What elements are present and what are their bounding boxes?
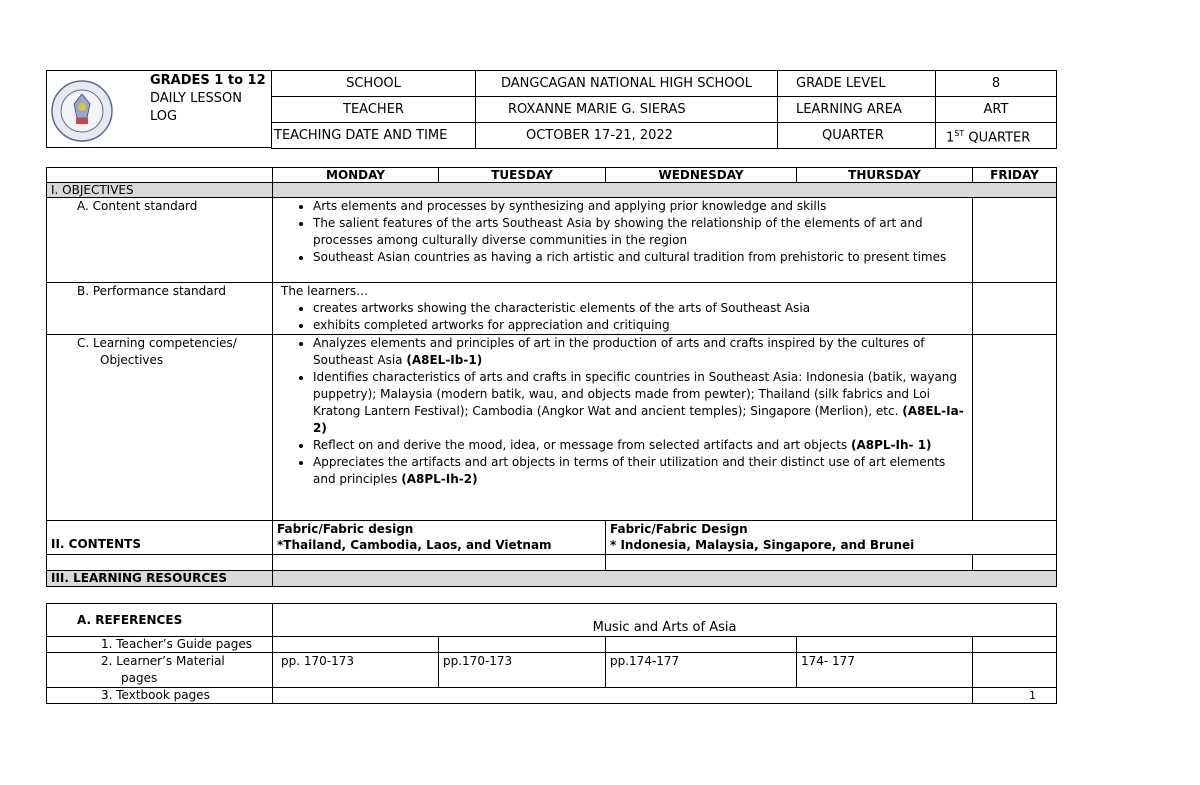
day-friday: FRIDAY [973, 168, 1057, 183]
competencies-label-line2: Objectives [100, 353, 164, 367]
performance-standard-item: • creates artworks showing the characteristic elements of the arts of Southeast Asia [313, 300, 968, 317]
grades-title: GRADES 1 to 12 [150, 73, 266, 88]
competencies-cell [273, 335, 973, 521]
learning-area-label: LEARNING AREA [778, 97, 936, 123]
learning-resources-heading: III. LEARNING RESOURCES [47, 571, 273, 587]
lm-pages-friday [973, 653, 1057, 688]
contents-right-title: Fabric/Fabric Design [610, 522, 748, 536]
content-standard-cell [273, 198, 973, 283]
contents-left-cell [273, 521, 606, 555]
teacher-label: TEACHER [272, 97, 476, 123]
teaching-date-label: TEACHING DATE AND TIME [272, 123, 476, 149]
contents-left-title: Fabric/Fabric design [277, 522, 414, 536]
competency-item: • Identifies characteristics of arts and crafts in specific countries in Southeast Asia: Indonesia (batik, wayang puppetry); Malaysia (modern batik, wau, and objects made from pewter); Thailand (silk fabrics and Loi Kratong Lantern Festival); Cambodia (Angkor Wat and ancient temples); Singapore (Merlion), etc. (A8EL-Ia-2) [313, 369, 968, 437]
competency-item: • Appreciates the artifacts and art objects in terms of their utilization and their distinct use of art elements and principles (A8PL-Ih-2) [313, 454, 968, 488]
references-table [46, 603, 1057, 704]
objectives-heading: I. OBJECTIVES [47, 183, 273, 198]
competencies-label [47, 335, 273, 521]
daily-lesson-title: DAILY LESSON [150, 91, 243, 106]
content-standard-item: • Southeast Asian countries as having a rich artistic and cultural tradition from prehistoric to present times [313, 249, 968, 266]
competency-item: • Reflect on and derive the mood, idea, or message from selected artifacts and art objects (A8PL-Ih- 1) [313, 437, 968, 454]
performance-standard-item: • exhibits completed artworks for appreciation and critiquing [313, 317, 968, 334]
grade-level-label: GRADE LEVEL [778, 71, 936, 97]
lm-pages-tuesday: pp.170-173 [439, 653, 606, 688]
competencies-label-line1: C. Learning competencies/ [77, 336, 237, 350]
quarter-label: QUARTER [778, 123, 936, 149]
content-standard-item: • The salient features of the arts Southeast Asia by showing the relationship of the elements of art and processes among culturally diverse communities in the region [313, 215, 968, 249]
grade-level-value: 8 [936, 71, 1057, 97]
lm-pages-monday: pp. 170-173 [273, 653, 439, 688]
learners-material-label-line1: 2. Learner’s Material [101, 654, 225, 668]
learning-area-value: ART [936, 97, 1057, 123]
day-tuesday: TUESDAY [439, 168, 606, 183]
day-monday: MONDAY [273, 168, 439, 183]
contents-left-body: *Thailand, Cambodia, Laos, and Vietnam [277, 538, 552, 552]
competency-item: • Analyzes elements and principles of art in the production of arts and crafts inspired by the cultures of Southeast Asia (A8EL-Ib-1) [313, 335, 968, 369]
contents-right-body: * Indonesia, Malaysia, Singapore, and Brunei [610, 538, 915, 552]
day-thursday: THURSDAY [797, 168, 973, 183]
header-left-border [46, 70, 271, 148]
teaching-date-value: OCTOBER 17-21, 2022 [476, 123, 778, 149]
contents-label: II. CONTENTS [47, 521, 273, 555]
performance-intro: The learners… [281, 284, 369, 298]
page-number: 1 [973, 688, 1057, 704]
references-title: Music and Arts of Asia [273, 604, 1057, 637]
header-info-table [271, 70, 1057, 149]
objectives-table [46, 167, 1057, 587]
performance-standard-label: B. Performance standard [47, 283, 273, 335]
content-standard-item: • Arts elements and processes by synthesizing and applying prior knowledge and skills [313, 198, 968, 215]
day-wednesday: WEDNESDAY [606, 168, 797, 183]
log-title: LOG [150, 109, 178, 124]
textbook-pages-label: 3. Textbook pages [47, 688, 273, 704]
school-label: SCHOOL [272, 71, 476, 97]
lm-pages-wednesday: pp.174-177 [606, 653, 797, 688]
content-standard-label: A. Content standard [47, 198, 273, 283]
contents-right-cell [606, 521, 1057, 555]
performance-standard-cell [273, 283, 973, 335]
references-label: A. REFERENCES [47, 604, 273, 637]
teacher-value: ROXANNE MARIE G. SIERAS [476, 97, 778, 123]
learners-material-label-line2: pages [121, 671, 158, 685]
teachers-guide-label: 1. Teacher’s Guide pages [47, 637, 273, 653]
lm-pages-thursday: 174- 177 [797, 653, 973, 688]
quarter-value: 1ST QUARTER [936, 123, 1057, 149]
learners-material-label [47, 653, 273, 688]
school-value: DANGCAGAN NATIONAL HIGH SCHOOL [476, 71, 778, 97]
